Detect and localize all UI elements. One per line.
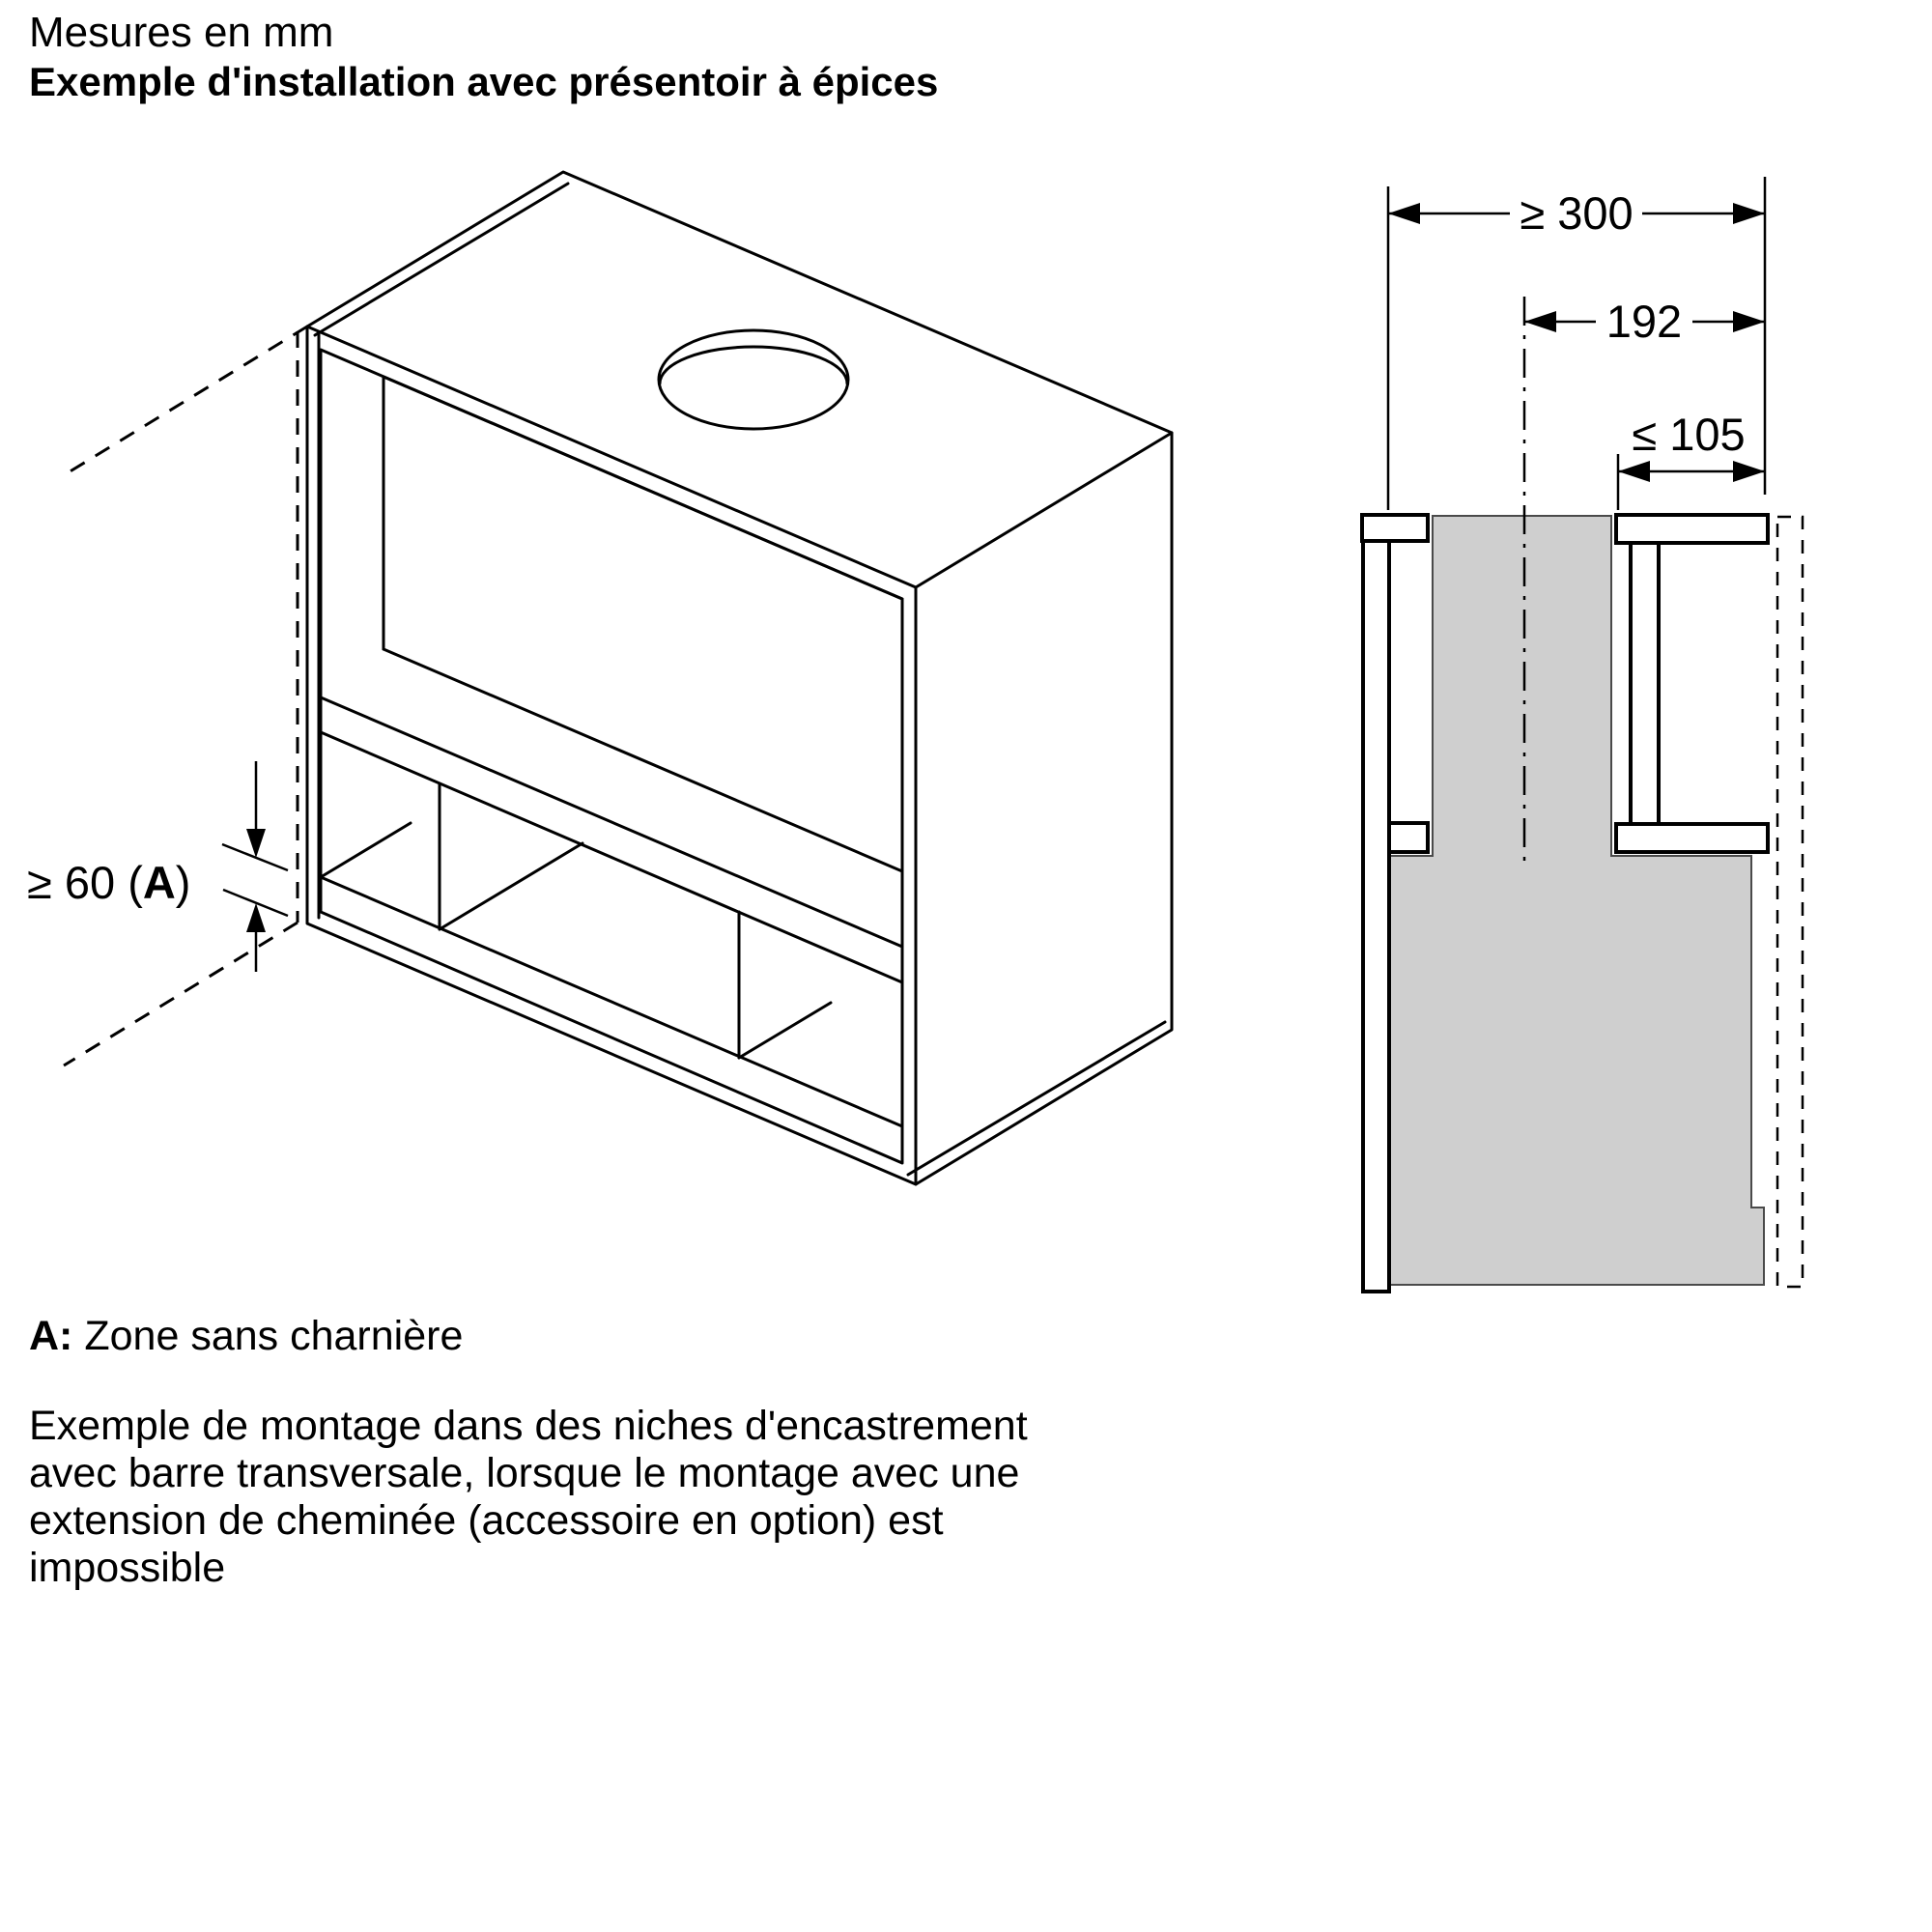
duct-offset-dimension — [1524, 296, 1765, 347]
cabinet-isometric-drawing — [27, 172, 1172, 1184]
duct-hole — [659, 330, 848, 429]
description — [29, 1403, 1028, 1592]
niche-cross-section-drawing — [1362, 177, 1803, 1292]
header — [29, 8, 938, 106]
reference-panel-dashed — [1777, 517, 1803, 1287]
dim-hinge-zone-label: ≥ 60 (A) — [27, 857, 191, 908]
hinge-zone-dimension — [27, 761, 288, 972]
legend-label: A: — [29, 1313, 73, 1359]
description-line: impossible — [29, 1545, 226, 1591]
legend — [29, 1312, 463, 1360]
dim-duct-offset-label: 192 — [1605, 296, 1683, 347]
hood-body-section — [1390, 516, 1764, 1285]
units-note: Mesures en mm — [29, 9, 334, 56]
dim-niche-width-label: ≥ 300 — [1520, 187, 1634, 239]
niche-width-dimension — [1388, 187, 1765, 239]
description-line: extension de cheminée (accessoire en option) est — [29, 1497, 944, 1544]
description-line: Exemple de montage dans des niches d'encastrement — [29, 1403, 1028, 1449]
clearance-dimension — [1618, 409, 1765, 482]
description-line: avec barre transversale, lorsque le montage avec une — [29, 1450, 1020, 1496]
legend-text: Zone sans charnière — [84, 1313, 464, 1359]
dim-clearance-label: ≤ 105 — [1632, 409, 1746, 460]
page-title: Exemple d'installation avec présentoir à épices — [29, 59, 939, 104]
